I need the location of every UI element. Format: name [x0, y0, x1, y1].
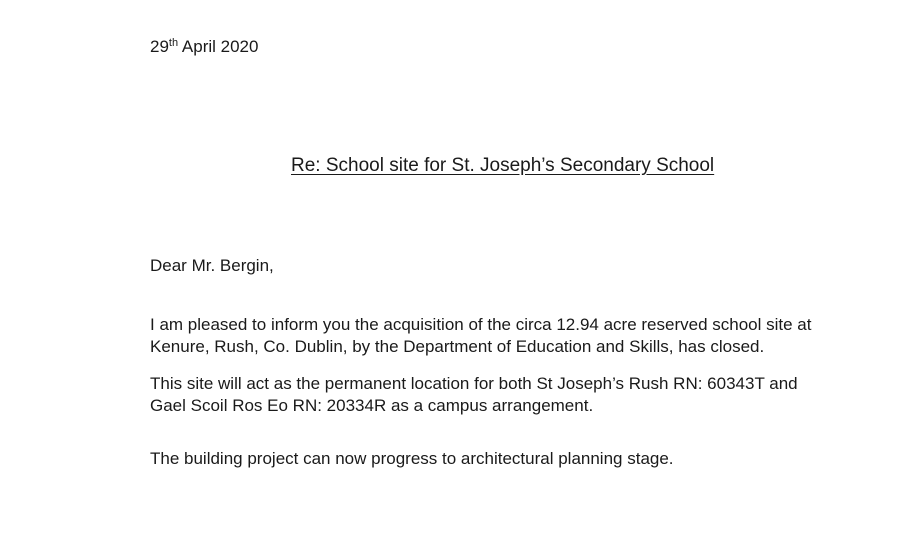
- date-ordinal-suffix: th: [168, 37, 179, 49]
- letter-date: [150, 36, 258, 58]
- date-month-year: April 2020: [178, 37, 259, 56]
- paragraph-line: Gael Scoil Ros Eo RN: 20334R as a campus arrangement.: [150, 396, 594, 415]
- paragraph-campus: [150, 373, 798, 417]
- paragraph-line: Kenure, Rush, Co. Dublin, by the Department of Education and Skills, has closed.: [150, 337, 765, 356]
- salutation: Dear Mr. Bergin,: [150, 256, 274, 275]
- paragraph-line: The building project can now progress to architectural planning stage.: [150, 449, 674, 468]
- subject-line: Re: School site for St. Joseph’s Secondary School: [291, 155, 715, 176]
- date-day: 29: [150, 37, 169, 56]
- paragraph-line: This site will act as the permanent location for both St Joseph’s Rush RN: 60343T and: [150, 374, 798, 393]
- paragraph-building-project: [150, 448, 674, 470]
- paragraph-acquisition: [150, 314, 811, 358]
- paragraph-line: I am pleased to inform you the acquisition of the circa 12.94 acre reserved school site at: [150, 315, 812, 334]
